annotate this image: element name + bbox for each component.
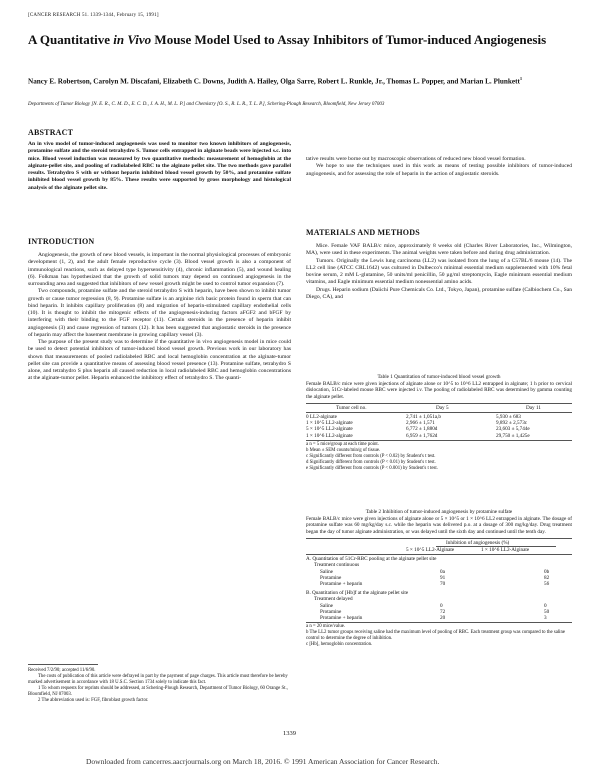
table-2-rule-bottom: [306, 622, 572, 623]
author-footnote-mark: 1: [519, 76, 523, 81]
download-notice: Downloaded from cancerres.aacrjournals.org on March 18, 2016. © 1991 American Association for Cancer Research.: [86, 757, 440, 766]
intro-paragraph-2: Two compounds, protamine sulfate and the steroid tetrahydro S with heparin, have been shown to inhibit tumor growth or cause tumor regression (8, 9). Protamine sulfate is an arginine rich basic protein found in sperm that can bind heparin. It inhibits capillary proliferation (8) and migration of heparin-stimulated capillary endothelial cells (10). It is thought to inhibit the mitogenic effects of the angiogenesis-inducing factors aFGF2 and bFGF by interfering with their binding to the FGF receptor (11). Certain steroids in the presence of heparin inhibit angiogenesis (3) and cause regression of tumors (12). It has been suggested that angiostatic steroids in the presence of heparin may affect the basement membrane in growing capillary vessel (3).: [28, 288, 291, 338]
table-cell: 3: [544, 615, 547, 622]
table-2-treatment-continuous: Treatment continuous: [314, 562, 360, 569]
table-cell: 0b: [544, 568, 550, 575]
affiliation: Departments of Tumor Biology [N. E. R., C. M. D., E. C. D., J. A. H., M. L. P.] and Chemistry [O. S., R. L. R., T. L. P.], Schering-Plough Research, Bloomfield, New Jersey 07003: [28, 102, 385, 107]
table-2-notes: [306, 624, 572, 648]
table-section-row: [306, 587, 572, 596]
table-1-title: Table 1 Quantitation of tumor-induced blood vessel growth: [377, 374, 501, 380]
footnotes: [28, 668, 291, 704]
table-note: a n = 5 mice/group at each time point.: [306, 441, 379, 447]
methods-drugs: Drugs. Heparin sodium (Daiichi Pure Chemicals Co. Ltd., Tokyo, Japan), protamine sulfate (Calbiochem Co., San Diego, CA), and: [306, 286, 572, 300]
table-cell: 91: [440, 574, 446, 581]
table-cell: 1 × 10^6 LL2-alginate: [306, 432, 353, 439]
table-1-caption: Female BALB/c mice were given injections of alginate alone or 10^5 to 10^6 LL2 entrapped in alginate; 1 h prior to cervical dislocation, 51Cr-labeled mouse RBC were injected i.v. The pooling of radiolabeled RBC was determined by gamma counting the alginate pellet.: [306, 381, 572, 400]
abstract-text: An in vivo model of tumor-induced angiogenesis was used to monitor two known inhibitors of angiogenesis, protamine sulfate and the steroid tetrahydro S. Tumor cells entrapped in alginate beads were injected s.c. into mice. Blood vessel induction was measured by two quantitative methods: measurement of hemoglobin at the alginate-pellet site, and pooling of radiolabeled RBC to the alginate pellet site. The two methods gave parallel results. Tetrahydro S with or without heparin inhibited blood vessel growth by 50%, and protamine sulfate inhibited blood vessel growth by 85%. These results were supported by gross morphology and histological analysis of the alginate pellet site.: [28, 141, 291, 191]
table-note: c Significantly different from controls (P < 0.02) by Student's t test.: [306, 453, 436, 459]
methods-body: [306, 243, 572, 301]
table-cell: 82: [544, 574, 550, 581]
table-1-header-row: [306, 405, 572, 411]
table-cell: [306, 547, 406, 553]
table-cell: 1 × 10^5 LL2-alginate: [306, 420, 353, 427]
introduction-body: [28, 252, 291, 383]
table-cell: 0: [440, 602, 443, 609]
table-cell: 70: [440, 581, 446, 588]
table-2-col2: 1 × 10^6 LL2-Alginate: [481, 547, 530, 554]
table-2: [306, 509, 572, 648]
table-cell: 5,930 ± 683: [496, 414, 521, 421]
table-note: b Mean ± SEM counts/min/g of tissue.: [306, 447, 381, 453]
methods-heading: MATERIALS AND METHODS: [306, 228, 420, 237]
footnote-divider: [28, 664, 98, 665]
table-2-body: [306, 556, 572, 621]
table-cell: 0a: [440, 568, 445, 575]
footnote-reprints: 1 To whom requests for reprints should be addressed, at Schering-Plough Research, Department of Tumor Biology, 60 Orange St., Bloomfield, NJ 07003.: [28, 686, 288, 697]
table-cell: 6,959 ± 1,762d: [406, 432, 438, 439]
intro-hope-paragraph: We hope to use the techniques used in this work as means of testing possible inhibitors of tumor-induced angiogenesis, and for assessing the role of heparin in the action of angiostatic steroids.: [306, 163, 572, 177]
journal-header: [CANCER RESEARCH 51. 1339-1344, February 15, 1991]: [28, 13, 159, 18]
table-2-col-header: Inhibition of angiogenesis (%): [446, 539, 510, 546]
table-1-header: Day 11: [526, 404, 541, 411]
table-row: [306, 615, 572, 621]
table-cell: Protamine: [320, 608, 342, 615]
table-1-header: Tumor cell no.: [336, 404, 367, 411]
table-1-header: Day 5: [436, 404, 449, 411]
author-list: Nancy E. Robertson, Carolyn M. Discafani, Elizabeth C. Downs, Judith A. Hailey, Olga Sarre, Robert L. Runkle, Jr., Thomas L. Popper, and Marian L. Plunkett$^1$: [28, 76, 523, 86]
table-2-header-row: [306, 547, 572, 553]
intro-continuation: tative results were borne out by macroscopic observations of reduced new blood vessel formation.: [306, 156, 526, 162]
abstract-heading: ABSTRACT: [28, 128, 74, 137]
table-cell: Protamine + heparin: [320, 615, 363, 622]
table-cell: 50: [544, 608, 550, 615]
footnote-received: Received 7/2/90; accepted 11/6/90.: [28, 668, 96, 673]
table-cell: 9,892 ± 2,573c: [496, 420, 528, 427]
table-cell: 2,966 ± 1,571: [406, 420, 435, 427]
table-2-treatment-delayed: Treatment delayed: [314, 596, 353, 603]
table-1-body: [306, 414, 572, 439]
article-title: A Quantitative in Vivo Mouse Model Used to Assay Inhibitors of Tumor-induced Angiogenesis: [28, 32, 547, 47]
table-1-rule-top: [306, 403, 572, 404]
table-1-rule-bottom: [306, 440, 572, 441]
table-cell: 29,750 ± 1,425e: [496, 432, 530, 439]
intro-paragraph-1: Angiogenesis, the growth of new blood vessels, is important in the normal physiological processes of embryonic development (1, 2), and the adult female reproductive cycle (3). Blood vessel growth is also a component of immunological reactions, such as delayed type hypersensitivity (4), chronic inflammation (5), and wound healing (6). Folkman has hypothesized that the growth of solid tumors may depend on continued angiogenesis in the surrounding area and suggested that inhibitors of new vessel growth might be used to control tumor expansion (7).: [28, 252, 291, 287]
table-note: d Significantly different from controls (P < 0.01) by Student's t test.: [306, 459, 436, 465]
table-note: e Significantly different from controls (P < 0.001) by Student's t test.: [306, 465, 438, 471]
table-2-header: [306, 547, 572, 553]
table-cell: Protamine + heparin: [320, 581, 363, 588]
introduction-heading: INTRODUCTION: [28, 237, 95, 246]
table-cell: Saline: [320, 602, 333, 609]
table-cell: 2,741 ± 1,051a,b: [406, 414, 441, 421]
page-number: 1339: [283, 730, 296, 737]
table-note: b The LL2 tumor groups receiving saline had the maximum level of pooling of RBC. Each treatment group was compared to the saline control to determine the degree of inhibition.: [306, 630, 566, 642]
table-cell: Protamine: [320, 574, 342, 581]
table-cell: 56: [544, 581, 550, 588]
table-cell: 72: [440, 608, 446, 615]
table-2-rule-top: [306, 538, 572, 539]
table-1-grid: [306, 405, 572, 411]
footnote-costs: The costs of publication of this article were defrayed in part by the payment of page charges. This article must therefore be hereby marked advertisement in accordance with 18 U.S.C. Section 1734 solely to indicate this fact.: [28, 674, 288, 685]
table-1-notes: [306, 442, 572, 472]
table-2-section-a: A. Quantitation of 51Cr-RBC pooling at the alginate pellet site: [306, 556, 437, 563]
table-cell: 20: [440, 615, 446, 622]
table-2-section-b: B. Quantitation of [Hb]f at the alginate pellet site: [306, 590, 409, 597]
methods-mice: Mice. Female VAF BALB/c mice, approximately 8 weeks old (Charles River Laboratories, Inc., Wilmington, MA), were used in these experiments. The animal weights were taken before and during drug administration.: [306, 243, 572, 257]
table-2-caption: Female BALB/c mice were given injections of alginate alone or 5 × 10^5 or 1 × 10^6 LL2 entrapped in alginate. The dosage of protamine sulfate was 60 mg/kg/day s.c. while the heparin was delivered p.o. at a dosage of 300 mg/kg/day. Drug treatment began the day of tumor alginate administration, or was delayed until the sixth day and continued until the tenth day.: [306, 516, 572, 535]
table-row: [306, 433, 572, 439]
table-cell: 6,772 ± 1,880d: [406, 426, 438, 433]
table-cell: 0 LL2-alginate: [306, 414, 337, 421]
table-note: c [Hb], hemoglobin concentration.: [306, 642, 373, 648]
table-1: [306, 374, 572, 472]
table-cell: Saline: [320, 568, 333, 575]
methods-tumors: Tumors. Originally the Lewis lung carcinoma (LL2) was isolated from the lung of a C57BL/6 mouse (14). The LL2 cell line (ATCC CRL1642) was cultured in Dulbecco's minimal essential medium supplemented with 10% fetal bovine serum, 2 mM L-glutamine, 50 units/ml penicillin, 50 µg/ml streptomycin, Eagle minimum essential medium vitamins, and Eagle minimum essential medium nonessential amino acids.: [306, 257, 572, 286]
footnote-abbreviation: 2 The abbreviation used is: FGF, fibroblast growth factor.: [38, 698, 149, 703]
right-column-text: [306, 156, 572, 178]
table-2-title: Table 2 Inhibition of tumor-induced angiogenesis by protamine sulfate: [365, 509, 513, 515]
intro-paragraph-3: The purpose of the present study was to determine if the quantitative in vivo angiogenesis model in mice could be used to detect potential inhibitors of tumor-induced blood vessel growth. Previous work in our laboratory has shown that measurements of pooled radiolabeled RBC and local hemoglobin concentration at the alginate-tumor pellet site can provide a quantitative means of assessing blood vessel presence (13). Protamine sulfate, tetrahydro S alone, and tetrahydro S plus heparin all caused reduction in local radiolabeled RBC and hemoglobin concentrations at the alginate-tumor pellet. Heparin enhanced the inhibitory effect of tetrahydro S. The quanti-: [28, 339, 291, 382]
table-note: a n = 20 mice/value.: [306, 624, 346, 630]
table-2-col1: 5 × 10^5 LL2-Alginate: [406, 547, 455, 554]
table-1-rule-mid: [306, 412, 572, 413]
table-cell: 23,603 ± 5,744e: [496, 426, 530, 433]
table-cell: 0: [544, 602, 547, 609]
table-cell: 5 × 10^5 LL2-alginate: [306, 426, 353, 433]
